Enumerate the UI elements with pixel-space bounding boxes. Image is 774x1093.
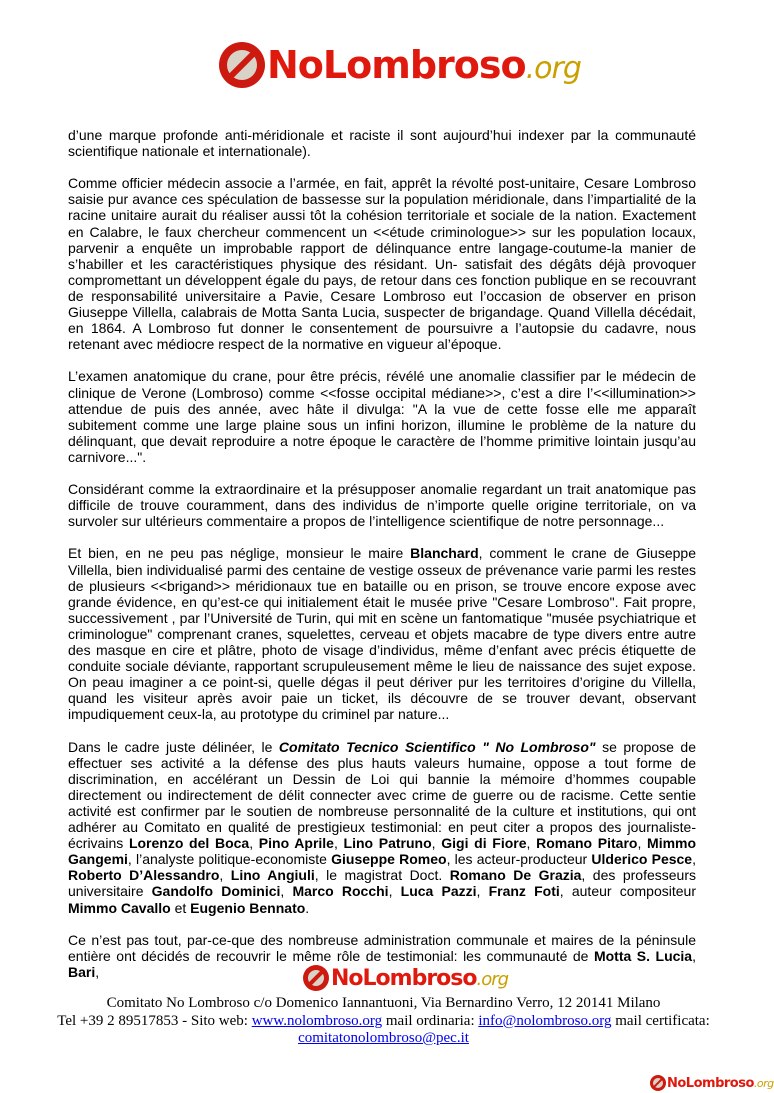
paragraph xyxy=(68,739,696,916)
lombroso-portrait-icon xyxy=(303,965,329,991)
bold-name: Gandolfo Dominici xyxy=(151,883,281,900)
text-run: , le magistrat Doct. xyxy=(314,867,450,884)
bold-name: Ulderico Pesce xyxy=(591,851,693,868)
text-run: , l’analyste politique-economiste xyxy=(127,851,332,868)
text-run: , xyxy=(692,947,696,964)
text-run: d’une marque profonde anti-méridionale et raciste il sont aujourd’hui indexer par la communauté scientifique nationale et internationale). xyxy=(68,127,696,160)
bold-name: Romano Pitaro xyxy=(536,835,638,852)
bold-name: Eugenio Bennato xyxy=(190,899,306,916)
text-run: , xyxy=(249,835,259,852)
footer-logo xyxy=(303,965,508,991)
footer-logo-wordmark: NoLombroso.org xyxy=(331,965,509,991)
footer-address-line: Comitato No Lombroso c/o Domenico Iannantuoni, Via Bernardino Verro, 12 20141 Milano xyxy=(106,995,661,1011)
bold-name: Romano De Grazia xyxy=(449,867,582,884)
header-logo-wordmark: NoLombroso.org xyxy=(267,43,581,87)
email-link[interactable]: info@nolombroso.org xyxy=(478,1012,612,1029)
text-run: , xyxy=(95,963,100,980)
text-run: Considérant comme la extraordinaire et la présupposer anomalie regardant un trait anatomique pas difficile de trouve couramment, dans des individus de n’importe quelle origine territoriale, on va survoler sur ultérieurs commentaire a propos de l’intelligence scientifique de notre personnage... xyxy=(68,481,696,530)
text-run: L’examen anatomique du crane, pour être précis, révélé une anomalie classifier par le médecin de clinique de Verone (Lombroso) comme <<fosse occipital médiane>>, c’est a dire l’<<illumination>> attendue de puis des année, avec hâte il divulga: "A la vue de cette fosse elle me apparaît subitement comme une large plaine sous un infini horizon, illumine le problème de la nature du délinquant, que devait reproduire a notre époque le caractère de l’homme primitive lointain jusqu’au carnivore...". xyxy=(68,368,696,465)
paragraph xyxy=(68,545,696,722)
article-body xyxy=(68,127,696,996)
paragraph xyxy=(68,481,696,529)
bold-name: Pino Aprile xyxy=(258,835,334,852)
text-run: , des professeurs universitaire xyxy=(68,867,697,900)
text-run: , les acteur-producteur xyxy=(446,851,592,868)
text-run: , xyxy=(692,851,696,868)
bold-name: Giuseppe Romeo xyxy=(331,851,447,868)
text-run: , xyxy=(526,835,537,852)
text-run: , xyxy=(476,883,489,900)
text-run: , xyxy=(333,835,344,852)
text-run: . xyxy=(305,899,310,916)
certified-email-link[interactable]: comitatonolombroso@pec.it xyxy=(298,1030,469,1046)
bold-name: Lino Angiuli xyxy=(230,867,315,884)
bold-name: Lorenzo del Boca xyxy=(128,835,250,852)
lombroso-portrait-icon xyxy=(219,42,265,88)
text-run: Ce n’est pas tout, par-ce-que des nombreuse administration communale et maires de la péninsule entière ont décidés de recouvrir le même rôle de testimonial: les communauté de xyxy=(68,931,696,964)
text-run: Et bien, en ne peu pas néglige, monsieur le maire xyxy=(68,545,411,562)
text-run: , xyxy=(431,835,442,852)
text-run: et xyxy=(170,899,191,916)
text-run: , auteur compositeur xyxy=(559,883,696,900)
text-run: se propose de effectuer ses activité a la défense des plus hauts valeurs humaine, oppose a tout forme de discrimination, en accélérant un Dessin de Loi qui bannie la mémoire d’hommes coupable directement ou indirectement de délit connecter avec crime de guerre ou de racisme. Cette sentie activité est confirmer par le soutien de nombreuse personnalité de la culture et institutions, qui ont adhérer au Comitato en qualité de prestigieux testimonial: en peut citer a propos des journaliste-écrivains xyxy=(68,738,696,852)
bold-name: Mimmo Gangemi xyxy=(68,835,697,868)
text-run: , xyxy=(388,883,401,900)
website-link[interactable]: www.nolombroso.org xyxy=(251,1012,383,1029)
bold-name: Gigi di Fiore xyxy=(441,835,527,852)
text-run: , xyxy=(219,867,231,884)
lombroso-portrait-icon xyxy=(650,1075,666,1091)
bold-name: Franz Foti xyxy=(488,883,560,900)
text-run: Comme officier médecin associe a l’armée, en fait, apprêt la révolté post-unitaire, Cesare Lombroso saisie pur avance ces spéculation de bassesse sur la population méridionale, dans l’impartialité de la racine unitaire aurait du réaliser aussi tôt la cohésion territoriale et sociale de la nation. Exactement en Calabre, le faux chercheur commencent un <<étude criminologue>> sur les population locaux, parvenir a enquête un improbable rapport de délinquance entre langage-coutume-la manier de s’habiller et les caractéristiques physique des résidant. Un- satisfait des dégâts déjà provoquer compromettant un développent égale du pays, de retour dans ces fonction publique en se recouvrant de responsabilité universitaire a Pavie, Cesare Lombroso eut l’occasion de observer en prison Giuseppe Villella, calabrais de Motta Santa Lucia, suspecter de brigandage. Quand Villella décédait, en 1864. A Lombroso fut donner le consentement de poursuivre a l’autopsie du cadavre, nous retenant avec médiocre respect de la normative en vigueur al’époque. xyxy=(68,175,696,353)
bold-name: Marco Rocchi xyxy=(292,883,389,900)
committee-name: Comitato Tecnico Scientifico " No Lombroso" xyxy=(278,738,596,755)
text-run: , comment le crane de Giuseppe Villella, bien individualisé parmi des centaine de vestige osseux de prévenance varie parmi les restes de plusieurs <<brigand>> méridionaux tue en bataille ou en prison, se trouve encore expose avec grande évidence, en qu’est-ce qui initialement était le musée prive "Cesare Lombroso". Fait propre, successivement , par l’Université de Turin, qui mit en scène un fantomatique "musée psychiatrique et criminologue" comprenant cranes, squelettes, cerveau et objets macabre de type divers entre autre des masque en cire et plâtre, photo de visage d’individus, même d’enfant avec précis étiquette de conduite sociale déviante, rapportant scrupuleusement même le lieu de naissance des sujet expose. On peau imaginer a ce point-si, quelle dégas il peut dériver pur les territoires d’origine du Villella, quand les visiteur après avoir paie un ticket, ils découvre de se trouver devant, observant impudiquement ceux-la, au prototype du criminel par nature... xyxy=(68,545,696,723)
footer-contact-lines: Tel +39 2 89517853 - Sito web: www.nolombroso.org mail ordinaria: info@nolombroso.org mail certificata: comitatonolombroso@pec.it xyxy=(57,1012,710,1046)
bold-name: Motta S. Lucia xyxy=(593,947,693,964)
bold-name: Bari xyxy=(68,963,96,980)
footer-address xyxy=(40,995,727,1048)
paragraph xyxy=(68,175,696,352)
text-run: Dans le cadre juste délinéer, le xyxy=(68,738,279,755)
corner-logo xyxy=(650,1075,774,1091)
corner-logo-wordmark: NoLombroso.org xyxy=(667,1075,774,1091)
bold-name: Luca Pazzi xyxy=(400,883,477,900)
text-run: , xyxy=(280,883,293,900)
bold-name: Mimmo Cavallo xyxy=(68,899,171,916)
bold-name: Blanchard xyxy=(410,545,479,562)
header-logo xyxy=(219,42,581,88)
paragraph xyxy=(68,127,696,159)
bold-name: Lino Patruno xyxy=(343,835,432,852)
text-run: , xyxy=(637,835,648,852)
paragraph xyxy=(68,368,696,465)
bold-name: Roberto D’Alessandro xyxy=(68,867,220,884)
